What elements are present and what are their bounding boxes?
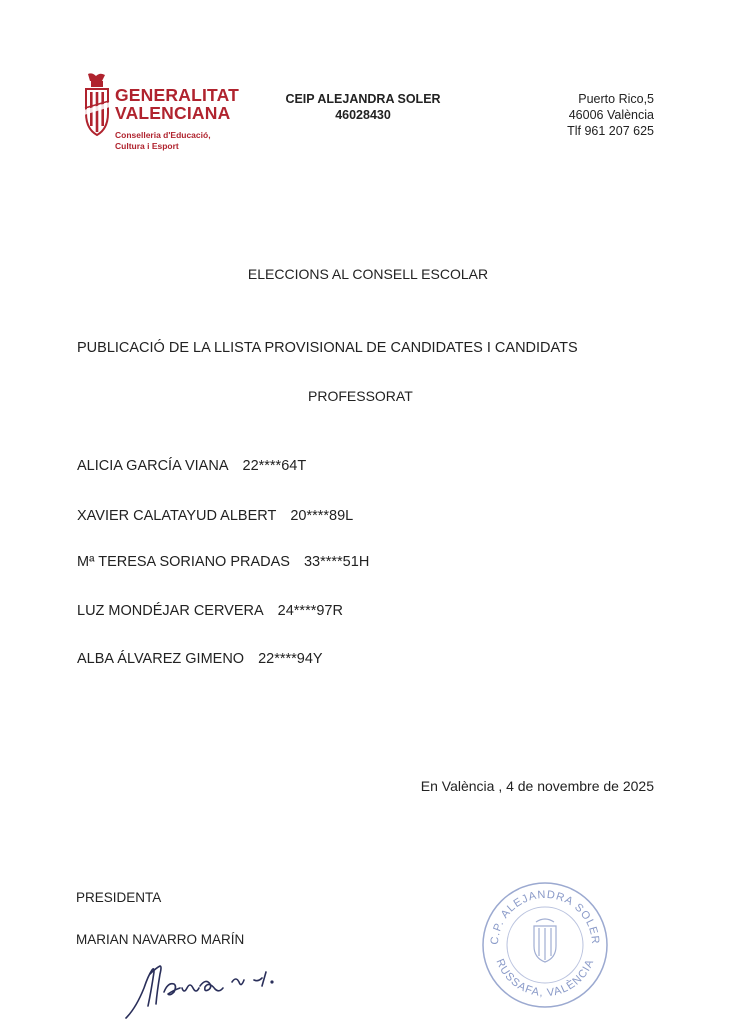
candidate-id: 24****97R <box>277 603 343 619</box>
address-street: Puerto Rico,5 <box>578 92 654 106</box>
logo-title-line2: VALENCIANA <box>115 103 231 123</box>
candidate-row <box>77 554 369 570</box>
school-seal-stamp <box>478 878 612 1012</box>
logo-title-line1: GENERALITAT <box>115 85 240 105</box>
candidate-id: 22****64T <box>242 458 307 474</box>
document-date: En València , 4 de novembre de 2025 <box>420 778 654 794</box>
candidate-row <box>77 651 323 667</box>
section-title: PROFESSORAT <box>308 388 413 404</box>
document-subtitle: PUBLICACIÓ DE LA LLISTA PROVISIONAL DE CANDIDATES I CANDIDATS <box>77 340 578 356</box>
candidate-row <box>77 508 353 524</box>
candidate-id: 22****94Y <box>258 651 323 667</box>
coat-of-arms-icon <box>82 72 112 140</box>
stamp-top-text: C.P. ALEJANDRA SOLER <box>488 888 602 946</box>
candidate-row <box>77 458 306 474</box>
document-title: ELECCIONS AL CONSELL ESCOLAR <box>247 266 489 282</box>
generalitat-logo <box>82 72 252 164</box>
school-name: CEIP ALEJANDRA SOLER <box>285 92 441 106</box>
address-phone: Tlf 961 207 625 <box>567 124 654 138</box>
svg-text:RUSSAFA, VALÈNCIA <box>494 957 597 999</box>
candidate-name: ALBA ÁLVAREZ GIMENO <box>77 651 245 667</box>
candidate-name: Mª TERESA SORIANO PRADAS <box>77 554 290 570</box>
school-code: 46028430 <box>335 108 391 122</box>
signer-name: MARIAN NAVARRO MARÍN <box>76 932 245 947</box>
school-info <box>265 91 461 123</box>
logo-department-line1: Conselleria d'Educació, <box>115 130 211 140</box>
signer-role: PRESIDENTA <box>76 890 162 905</box>
school-address <box>567 91 654 139</box>
stamp-bottom-text: RUSSAFA, VALÈNCIA <box>493 957 597 1000</box>
candidate-name: LUZ MONDÉJAR CERVERA <box>77 603 264 619</box>
address-city: 46006 València <box>568 108 654 122</box>
stamp-emblem-icon <box>534 919 556 962</box>
candidate-id: 33****51H <box>303 554 370 570</box>
candidate-name: ALICIA GARCÍA VIANA <box>77 458 229 474</box>
candidate-name: XAVIER CALATAYUD ALBERT <box>77 508 277 524</box>
logo-department-line2: Cultura i Esport <box>115 141 179 151</box>
candidate-row <box>77 603 343 619</box>
candidate-id: 20****89L <box>290 508 354 524</box>
handwritten-signature <box>120 952 300 1022</box>
